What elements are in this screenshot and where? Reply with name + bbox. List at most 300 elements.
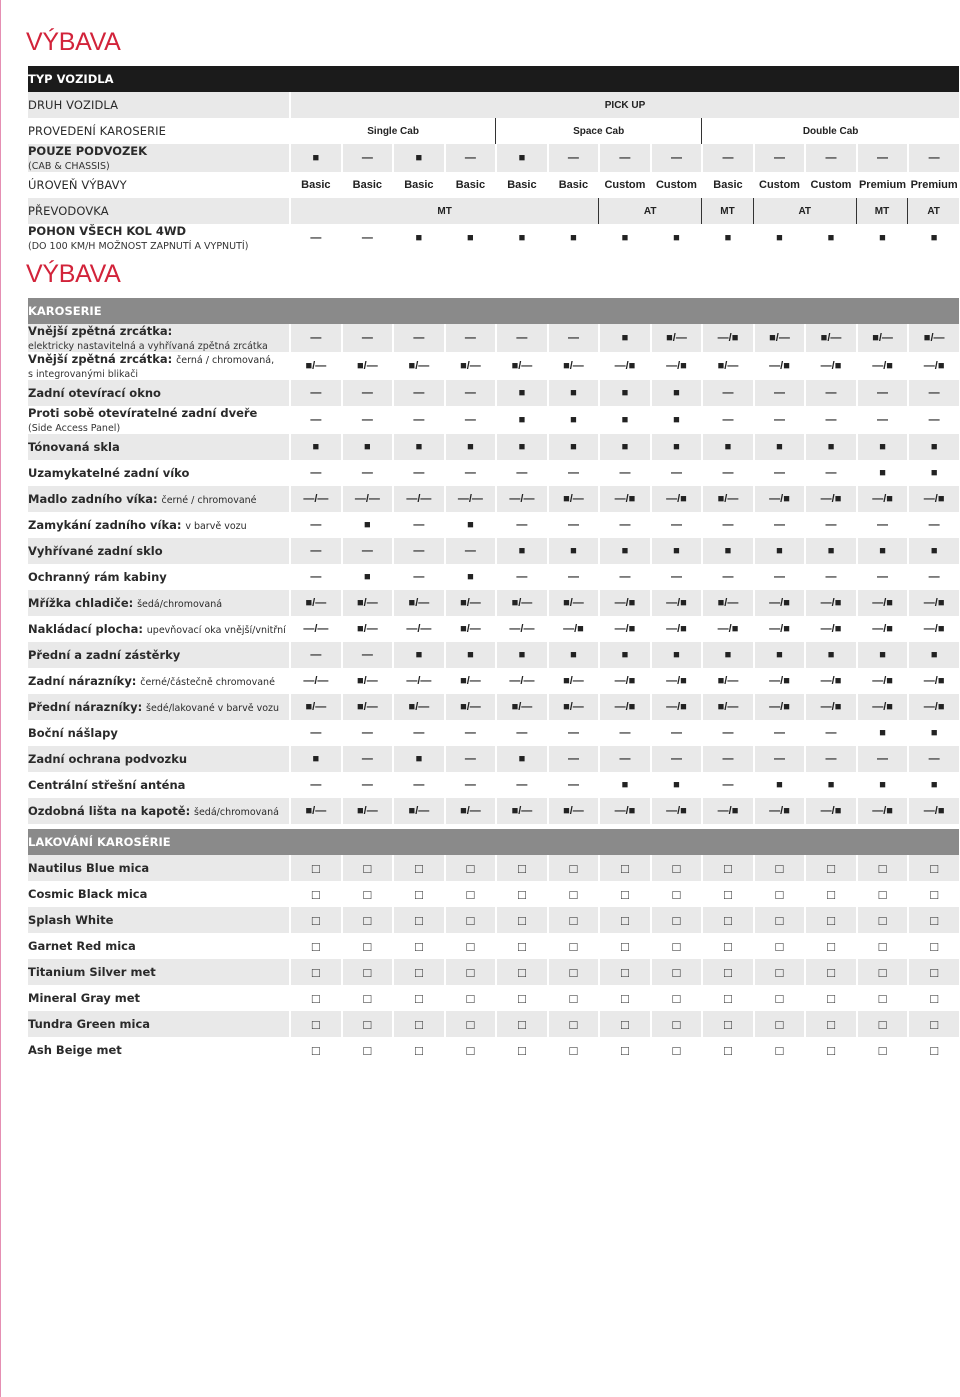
option-box [495, 907, 547, 933]
value-cell [547, 172, 599, 198]
paint-color-name [28, 959, 289, 985]
value-cell [753, 746, 805, 772]
value-cell [341, 352, 393, 380]
optional-mark: □ [827, 886, 835, 902]
row-label-main: Centrální střešní anténa [28, 778, 186, 792]
option-mark: Basic [558, 179, 589, 191]
not-available-mark: — [877, 152, 888, 164]
standard-mark: ■ [415, 152, 423, 164]
table-row [28, 460, 959, 486]
option-box [341, 1011, 393, 1037]
value-cell [856, 324, 908, 352]
option-box [289, 985, 341, 1011]
paint-color-label: Ash Beige met [28, 1043, 122, 1057]
value-cell [753, 772, 805, 798]
option-box [495, 881, 547, 907]
standard-mark: ■ [930, 779, 938, 791]
paint-color-label: Titanium Silver met [28, 965, 156, 979]
value-cell [701, 434, 753, 460]
option-box [392, 933, 444, 959]
value-cell [907, 616, 959, 642]
row-label-main: POHON VŠECH KOL 4WD [28, 224, 187, 238]
value-cell [856, 538, 908, 564]
option-mark: ■/— [511, 805, 533, 817]
standard-mark: ■ [312, 441, 320, 453]
value-cell [495, 772, 547, 798]
standard-mark: ■ [621, 649, 629, 661]
not-available-mark: — [310, 545, 322, 557]
value-cell [341, 694, 393, 720]
option-mark: ■/— [305, 805, 327, 817]
value-cell [444, 720, 496, 746]
value-cell [341, 642, 393, 668]
value-cell [444, 144, 496, 172]
option-mark: —/■ [820, 701, 842, 713]
table-row [28, 198, 959, 224]
option-mark: —/■ [666, 493, 687, 505]
value-cell [341, 172, 393, 198]
value-cell [547, 642, 599, 668]
paint-color-name [28, 881, 289, 907]
option-box [650, 907, 702, 933]
option-box [804, 907, 856, 933]
standard-mark: ■ [570, 545, 577, 557]
value-cell [392, 538, 444, 564]
value-cell [753, 642, 805, 668]
value-cell [598, 224, 650, 252]
row-label-main: Zadní otevírací okno [28, 386, 161, 400]
value-cell [289, 746, 341, 772]
optional-mark: □ [878, 886, 887, 902]
standard-mark: ■ [930, 232, 938, 244]
value-cell [650, 720, 702, 746]
not-available-mark: — [773, 152, 785, 164]
value-cell [495, 172, 547, 198]
value-cell [856, 172, 908, 198]
not-available-mark: — [877, 387, 889, 399]
row-label [28, 434, 289, 460]
not-available-mark: — [310, 649, 322, 661]
option-mark: —/■ [614, 701, 636, 713]
option-mark: —/■ [872, 493, 893, 505]
value-cell [804, 380, 856, 406]
optional-mark: □ [878, 1016, 887, 1032]
option-box [289, 959, 341, 985]
value-cell [650, 616, 702, 642]
value-cell [650, 224, 702, 252]
option-box [907, 907, 959, 933]
standard-mark: ■ [673, 232, 680, 244]
value-cell [650, 590, 702, 616]
option-mark: —/— [457, 493, 483, 505]
value-cell [856, 512, 908, 538]
value-cell [907, 352, 959, 380]
row-label [28, 224, 289, 252]
standard-mark: ■ [518, 545, 526, 557]
value-cell [289, 642, 341, 668]
optional-mark: □ [466, 860, 475, 876]
value-cell [856, 144, 908, 172]
option-mark: —/— [406, 623, 432, 635]
value-cell [289, 720, 341, 746]
not-available-mark: — [825, 414, 837, 426]
row-label-main: Proti sobě otevíratelné zadní dveře [28, 406, 258, 420]
value-cell [650, 172, 702, 198]
value-cell [804, 746, 856, 772]
value-cell [753, 590, 805, 616]
value-cell [907, 380, 959, 406]
row-label-main: Tónovaná skla [28, 440, 120, 454]
not-available-mark: — [464, 152, 476, 164]
optional-mark: □ [517, 912, 526, 928]
value-cell [650, 746, 702, 772]
option-box [341, 985, 393, 1011]
optional-mark: □ [414, 886, 423, 902]
standard-mark: ■ [879, 779, 886, 791]
value-cell [650, 798, 702, 824]
value-cell [753, 224, 805, 252]
value-cell [907, 486, 959, 512]
value-cell [392, 668, 444, 694]
option-mark: —/■ [666, 360, 687, 372]
standard-mark: ■ [415, 232, 423, 244]
standard-mark: ■ [518, 387, 526, 399]
optional-mark: □ [466, 886, 475, 902]
option-box [701, 1011, 753, 1037]
row-label-main: Nakládací plocha: [28, 622, 143, 636]
option-box [907, 933, 959, 959]
option-mark: —/■ [872, 675, 893, 687]
not-available-mark: — [516, 519, 528, 531]
table-row [28, 172, 959, 198]
option-mark: ■/— [820, 332, 842, 344]
row-label [28, 512, 289, 538]
value-cell [907, 564, 959, 590]
option-box [701, 959, 753, 985]
option-mark: —/■ [769, 360, 790, 372]
not-available-mark: — [670, 571, 682, 583]
value-cell [341, 460, 393, 486]
optional-mark: □ [517, 860, 526, 876]
spanned-cell: Space Cab [495, 118, 701, 144]
row-label-main: Ozdobná lišta na kapotě: [28, 804, 191, 818]
option-mark: Basic [404, 179, 434, 191]
section-header-row [28, 829, 959, 855]
value-cell [289, 352, 341, 380]
value-cell [701, 746, 753, 772]
standard-mark: ■ [415, 441, 423, 453]
not-available-mark: — [722, 571, 734, 583]
not-available-mark: — [361, 467, 373, 479]
value-cell [547, 324, 599, 352]
standard-mark: ■ [673, 779, 680, 791]
value-cell [701, 512, 753, 538]
option-mark: ■/— [563, 675, 584, 687]
value-cell [444, 460, 496, 486]
value-cell [753, 694, 805, 720]
value-cell [289, 434, 341, 460]
option-mark: Basic [301, 179, 331, 191]
not-available-mark: — [619, 467, 631, 479]
option-mark: ■/— [460, 675, 481, 687]
option-box [495, 959, 547, 985]
option-mark: ■/— [666, 332, 687, 344]
row-label [28, 172, 289, 198]
not-available-mark: — [722, 152, 734, 164]
optional-mark: □ [311, 1016, 320, 1032]
not-available-mark: — [722, 414, 734, 426]
value-cell [547, 538, 599, 564]
value-cell [495, 590, 547, 616]
optional-mark: □ [517, 1042, 526, 1058]
standard-mark: ■ [776, 649, 783, 661]
option-mark: —/■ [717, 332, 739, 344]
option-mark: —/■ [820, 805, 842, 817]
optional-mark: □ [930, 964, 939, 980]
value-cell [547, 616, 599, 642]
standard-mark: ■ [673, 414, 680, 426]
standard-mark: ■ [879, 649, 886, 661]
optional-mark: □ [466, 990, 475, 1006]
row-label-main: Přední a zadní zástěrky [28, 648, 181, 662]
value-cell [547, 486, 599, 512]
value-cell [444, 590, 496, 616]
value-cell [444, 538, 496, 564]
paint-color-name [28, 907, 289, 933]
option-mark: —/■ [717, 623, 739, 635]
value-cell [547, 144, 599, 172]
not-available-mark: — [413, 545, 425, 557]
not-available-mark: — [361, 232, 373, 244]
value-cell [547, 668, 599, 694]
optional-mark: □ [363, 1042, 372, 1058]
not-available-mark: — [619, 519, 631, 531]
row-label-main: Zadní nárazníky: [28, 674, 137, 688]
value-cell [341, 720, 393, 746]
paint-colors-table [28, 829, 959, 1063]
value-cell [753, 460, 805, 486]
not-available-mark: — [722, 727, 734, 739]
optional-mark: □ [672, 912, 681, 928]
spanned-cell: Double Cab [701, 118, 959, 144]
table-row [28, 352, 959, 380]
paint-color-label: Garnet Red mica [28, 939, 136, 953]
row-label-desc: v barvě vozu [185, 521, 247, 532]
value-cell [856, 380, 908, 406]
standard-mark: ■ [827, 441, 835, 453]
optional-mark: □ [363, 886, 372, 902]
value-cell [495, 324, 547, 352]
option-box [856, 855, 908, 881]
not-available-mark: — [464, 414, 476, 426]
standard-mark: ■ [930, 727, 938, 739]
value-cell [341, 564, 393, 590]
option-box [856, 907, 908, 933]
option-box [547, 985, 599, 1011]
option-mark: ■/— [460, 701, 481, 713]
option-mark: —/— [303, 493, 329, 505]
option-box [907, 855, 959, 881]
row-label-main: PROVEDENÍ KAROSERIE [28, 124, 167, 138]
row-label [28, 590, 289, 616]
option-mark: ■/— [305, 360, 327, 372]
row-label [28, 642, 289, 668]
option-mark: ■/— [357, 597, 378, 609]
value-cell [804, 668, 856, 694]
option-mark: —/■ [820, 493, 842, 505]
optional-mark: □ [569, 990, 578, 1006]
optional-mark: □ [621, 886, 629, 902]
option-mark: —/■ [769, 805, 790, 817]
row-label [28, 460, 289, 486]
optional-mark: □ [363, 860, 372, 876]
spanned-cell: AT [907, 198, 959, 224]
table-row [28, 590, 959, 616]
not-available-mark: — [516, 727, 528, 739]
option-mark: ■/— [357, 701, 378, 713]
value-cell [392, 324, 444, 352]
value-cell [392, 772, 444, 798]
vehicle-type-table [28, 66, 959, 252]
option-box [804, 881, 856, 907]
value-cell [547, 224, 599, 252]
option-box [547, 933, 599, 959]
not-available-mark: — [310, 727, 322, 739]
standard-mark: ■ [415, 649, 423, 661]
not-available-mark: — [774, 414, 785, 426]
option-mark: —/■ [923, 623, 945, 635]
value-cell [856, 694, 908, 720]
value-cell [804, 616, 856, 642]
option-mark: ■/— [357, 675, 378, 687]
value-cell [341, 324, 393, 352]
standard-mark: ■ [827, 649, 835, 661]
table-row [28, 746, 959, 772]
optional-mark: □ [466, 1016, 475, 1032]
table-row [28, 224, 959, 252]
paint-row [28, 985, 959, 1011]
not-available-mark: — [413, 519, 425, 531]
row-label-main: Vnější zpětná zrcátka: [28, 352, 173, 366]
standard-mark: ■ [724, 649, 732, 661]
paint-color-label: Mineral Gray met [28, 991, 141, 1005]
optional-mark: □ [363, 990, 372, 1006]
row-label [28, 564, 289, 590]
option-mark: ■/— [923, 332, 945, 344]
option-mark: —/■ [666, 675, 687, 687]
not-available-mark: — [361, 152, 373, 164]
option-box [495, 855, 547, 881]
optional-mark: □ [517, 964, 526, 980]
row-label-desc: šedá/chromovaná [137, 599, 223, 610]
value-cell [650, 352, 702, 380]
value-cell [598, 538, 650, 564]
value-cell [907, 406, 959, 434]
optional-mark: □ [466, 964, 475, 980]
option-mark: Custom [759, 179, 800, 191]
optional-mark: □ [672, 1042, 681, 1058]
option-box [341, 881, 393, 907]
standard-mark: ■ [312, 753, 320, 765]
optional-mark: □ [672, 886, 681, 902]
not-available-mark: — [361, 332, 373, 344]
option-mark: —/■ [923, 675, 945, 687]
standard-mark: ■ [518, 753, 526, 765]
value-cell [753, 172, 805, 198]
option-box [753, 907, 805, 933]
value-cell [701, 352, 753, 380]
value-cell [289, 668, 341, 694]
spanned-cell: MT [701, 198, 753, 224]
option-box [444, 855, 496, 881]
not-available-mark: — [310, 414, 322, 426]
optional-mark: □ [878, 938, 887, 954]
value-cell [495, 642, 547, 668]
not-available-mark: — [619, 571, 631, 583]
value-cell [907, 324, 959, 352]
option-mark: —/■ [614, 675, 636, 687]
row-label [28, 538, 289, 564]
value-cell [650, 564, 702, 590]
standard-mark: ■ [621, 779, 629, 791]
optional-mark: □ [414, 1042, 423, 1058]
value-cell [547, 512, 599, 538]
standard-mark: ■ [570, 232, 577, 244]
standard-mark: ■ [879, 441, 886, 453]
row-label-desc: upevňovací oka vnější/vnitřní [146, 625, 286, 636]
option-box [598, 881, 650, 907]
value-cell [804, 720, 856, 746]
not-available-mark: — [464, 727, 476, 739]
option-mark: ■/— [357, 360, 378, 372]
value-cell [495, 616, 547, 642]
row-label-main: Mřížka chladiče: [28, 596, 134, 610]
not-available-mark: — [464, 332, 476, 344]
value-cell [392, 720, 444, 746]
optional-mark: □ [569, 964, 578, 980]
paint-color-name [28, 1011, 289, 1037]
not-available-mark: — [928, 414, 940, 426]
option-mark: ■/— [563, 360, 584, 372]
value-cell [392, 642, 444, 668]
not-available-mark: — [361, 545, 373, 557]
option-box [289, 881, 341, 907]
value-cell [701, 694, 753, 720]
row-label-sub: (DO 100 KM/H MOŽNOST ZAPNUTÍ A VYPNUTÍ) [28, 241, 249, 252]
value-cell [856, 616, 908, 642]
value-cell [598, 694, 650, 720]
not-available-mark: — [413, 467, 425, 479]
value-cell [804, 772, 856, 798]
option-box [701, 1037, 753, 1063]
standard-mark: ■ [879, 467, 886, 479]
row-label-sub: (Side Access Panel) [28, 423, 121, 434]
value-cell [753, 616, 805, 642]
page-title: VÝBAVA [26, 28, 121, 56]
not-available-mark: — [774, 753, 785, 765]
value-cell [444, 224, 496, 252]
value-cell [444, 616, 496, 642]
standard-mark: ■ [570, 649, 577, 661]
option-box [598, 1037, 650, 1063]
value-cell [547, 590, 599, 616]
option-box [804, 985, 856, 1011]
option-box [444, 933, 496, 959]
option-box [598, 985, 650, 1011]
option-box [598, 933, 650, 959]
optional-mark: □ [878, 1042, 887, 1058]
option-mark: ■/— [408, 805, 430, 817]
